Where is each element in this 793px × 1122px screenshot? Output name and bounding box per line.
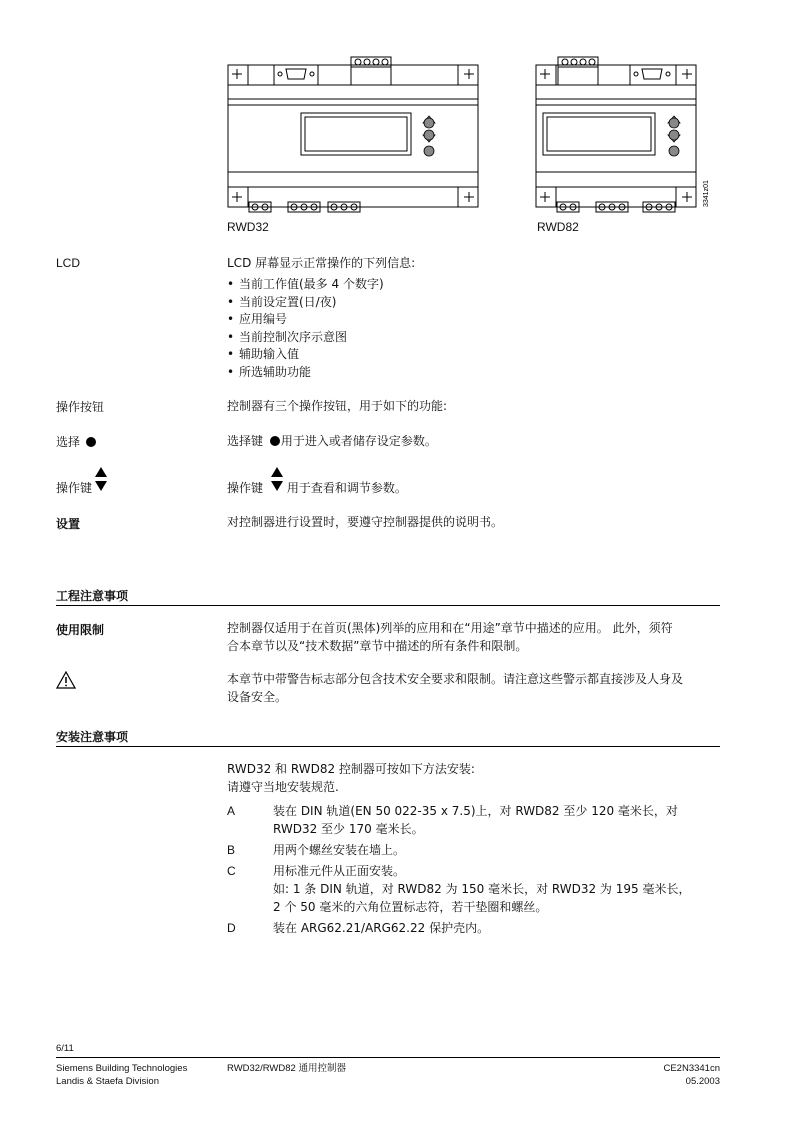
warning-icon: [56, 671, 76, 689]
select-label-text: 选择: [56, 435, 81, 449]
item-letter: A: [227, 804, 236, 818]
product-name: RWD32/RWD82 通用控制器: [227, 1063, 346, 1074]
settings-label: 设置: [56, 517, 81, 531]
company-line-1: Siemens Building Technologies: [56, 1063, 188, 1074]
rwd32-drawing: [226, 55, 480, 215]
item-text: 如: 1 条 DIN 轨道，对 RWD82 为 150 毫米长，对 RWD32 为 195 毫米长，: [273, 882, 691, 896]
installation-intro-1: RWD32 和 RWD82 控制器可按如下方法安装:: [227, 762, 475, 776]
up-down-arrow-icon: [269, 465, 285, 493]
list-item: • 辅助输入值: [227, 346, 384, 364]
footer-divider: [56, 1057, 720, 1058]
limits-line-2: 合本章节以及“技术数据”章节中描述的所有条件和限制。: [227, 639, 528, 653]
item-letter: C: [227, 864, 236, 878]
filled-circle-icon: [86, 437, 96, 447]
list-item: • 所选辅助功能: [227, 364, 384, 382]
operate-key-desc: 用于查看和调节参数。: [286, 481, 407, 495]
warning-line-1: 本章节中带警告标志部分包含技术安全要求和限制。请注意这些警示都直接涉及人身及: [227, 672, 684, 686]
rwd82-drawing: [534, 55, 714, 215]
divider: [56, 605, 720, 606]
limits-label: 使用限制: [56, 623, 105, 637]
select-key-desc: 用于进入或者储存设定参数。: [280, 434, 437, 448]
item-text: 装在 DIN 轨道(EN 50 022-35 x 7.5)上，对 RWD82 至少 120 毫米长，对: [273, 804, 678, 818]
select-label: [56, 433, 96, 450]
item-text: 装在 ARG62.21/ARG62.22 保护壳内。: [273, 921, 490, 935]
operate-label-text: 操作键: [56, 481, 93, 495]
page-number: 6/11: [56, 1043, 74, 1054]
item-letter: B: [227, 843, 236, 857]
select-text: [227, 432, 437, 450]
installation-intro-2: 请遵守当地安装规范.: [227, 780, 339, 794]
list-item: • 应用编号: [227, 311, 384, 329]
item-text: 用两个螺丝安装在墙上。: [273, 843, 406, 857]
filled-circle-icon: [270, 436, 280, 446]
rwd82-caption: RWD82: [537, 220, 579, 234]
list-item: • 当前控制次序示意图: [227, 329, 384, 347]
list-item: • 当前工作值(最多 4 个数字): [227, 276, 384, 294]
doc-date: 05.2003: [685, 1076, 720, 1087]
up-down-arrow-icon: [94, 465, 108, 493]
operate-key-name: 操作键: [227, 481, 264, 495]
item-text: RWD32 至少 170 毫米长。: [273, 822, 424, 836]
limits-line-1: 控制器仅适用于在首页(黑体)列举的应用和在“用途”章节中描述的应用。 此外，须符: [227, 621, 673, 635]
installation-heading: 安装注意事项: [56, 730, 129, 744]
lcd-intro: LCD 屏幕显示正常操作的下列信息:: [227, 256, 416, 270]
buttons-text: 控制器有三个操作按钮，用于如下的功能:: [227, 399, 448, 413]
settings-text: 对控制器进行设置时，要遵守控制器提供的说明书。: [227, 515, 504, 529]
operate-label: [56, 479, 92, 496]
lcd-label: LCD: [56, 256, 81, 270]
rwd32-caption: RWD32: [227, 220, 269, 234]
list-item: • 当前设定置(日/夜): [227, 294, 384, 312]
item-letter: D: [227, 921, 236, 935]
buttons-label: 操作按钮: [56, 400, 105, 414]
item-text: 用标准元件从正面安装。: [273, 864, 406, 878]
lcd-info-list: [227, 276, 384, 381]
operate-text: [227, 479, 407, 497]
select-key-name: 选择键: [227, 434, 264, 448]
doc-code: CE2N3341cn: [663, 1063, 720, 1074]
item-text: 2 个 50 毫米的六角位置标志符，若干垫圈和螺丝。: [273, 900, 548, 914]
divider: [56, 746, 720, 747]
warning-line-2: 设备安全。: [227, 690, 288, 704]
figure-code: 3341z01: [703, 180, 710, 207]
engineering-heading: 工程注意事项: [56, 589, 129, 603]
company-line-2: Landis & Staefa Division: [56, 1076, 159, 1087]
